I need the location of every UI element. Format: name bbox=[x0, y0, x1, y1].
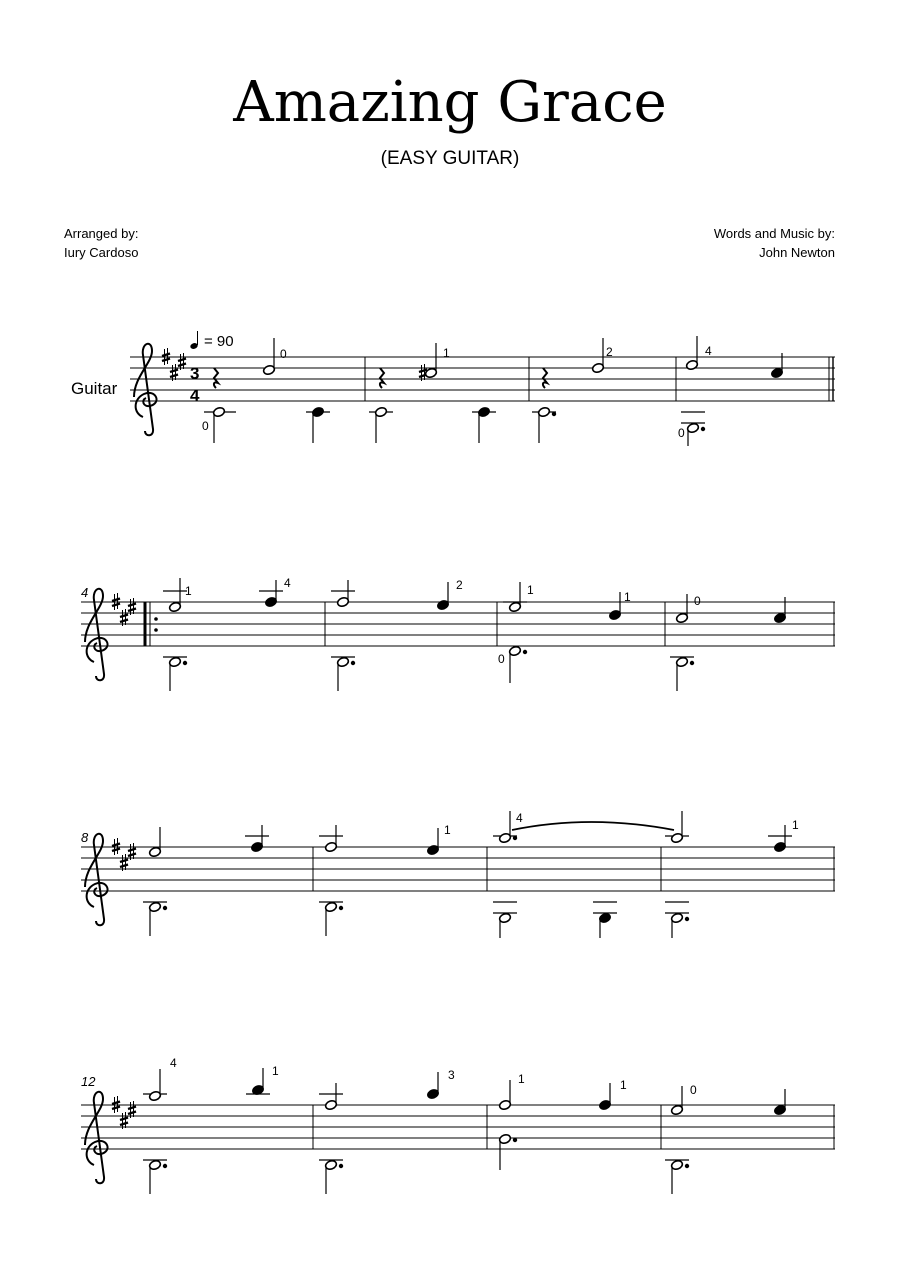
key-signature bbox=[112, 593, 136, 626]
fingerings bbox=[185, 576, 701, 666]
system-3 bbox=[81, 811, 835, 938]
measure-number: 4 bbox=[81, 585, 89, 600]
staff-lines bbox=[81, 602, 835, 646]
system-4 bbox=[81, 1056, 835, 1194]
tempo-value: = 90 bbox=[204, 333, 234, 350]
system-1 bbox=[71, 331, 835, 446]
system-2 bbox=[81, 576, 835, 691]
fingering: 0 bbox=[498, 652, 505, 666]
fingering: 1 bbox=[624, 590, 631, 604]
fingerings bbox=[444, 811, 799, 837]
fingering: 4 bbox=[705, 344, 712, 358]
tempo-marking bbox=[189, 331, 233, 350]
fingering: 0 bbox=[202, 419, 209, 433]
notes bbox=[143, 811, 792, 938]
key-signature bbox=[112, 1096, 136, 1129]
measure-number: 12 bbox=[81, 1074, 96, 1089]
fingering: 1 bbox=[185, 584, 192, 598]
fingering: 0 bbox=[280, 347, 287, 361]
tie bbox=[512, 822, 674, 830]
page-subtitle: (EASY GUITAR) bbox=[380, 148, 520, 169]
fingering: 1 bbox=[443, 346, 450, 360]
time-signature-bottom: 4 bbox=[190, 386, 200, 405]
fingering: 1 bbox=[518, 1072, 525, 1086]
fingering: 1 bbox=[527, 583, 534, 597]
instrument-name: Guitar bbox=[71, 379, 118, 398]
fingering: 1 bbox=[620, 1078, 627, 1092]
fingerings bbox=[202, 344, 712, 440]
fingering: 4 bbox=[170, 1056, 177, 1070]
fingering: 1 bbox=[792, 818, 799, 832]
key-signature bbox=[162, 348, 186, 381]
time-signature-top: 3 bbox=[190, 364, 200, 383]
fingering: 0 bbox=[694, 594, 701, 608]
staff-lines bbox=[81, 1105, 835, 1149]
fingering: 2 bbox=[456, 578, 463, 592]
staff-lines bbox=[130, 357, 835, 401]
arranger-label: Arranged by: bbox=[64, 226, 139, 241]
page-title: Amazing Grace bbox=[233, 70, 667, 135]
notes bbox=[204, 336, 784, 446]
fingering: 0 bbox=[690, 1083, 697, 1097]
composer-label: Words and Music by: bbox=[713, 226, 835, 241]
fingering: 3 bbox=[448, 1068, 455, 1082]
staff-lines bbox=[81, 847, 835, 891]
composer-name: John Newton bbox=[759, 245, 835, 260]
measure-number: 8 bbox=[81, 830, 89, 845]
arranger-name: Iury Cardoso bbox=[64, 245, 139, 260]
key-signature bbox=[112, 838, 136, 871]
fingering: 4 bbox=[516, 811, 523, 825]
time-signature bbox=[190, 364, 200, 405]
fingering: 0 bbox=[678, 426, 685, 440]
fingering: 2 bbox=[606, 345, 613, 359]
fingering: 1 bbox=[444, 823, 451, 837]
fingering: 1 bbox=[272, 1064, 279, 1078]
fingering: 4 bbox=[284, 576, 291, 590]
